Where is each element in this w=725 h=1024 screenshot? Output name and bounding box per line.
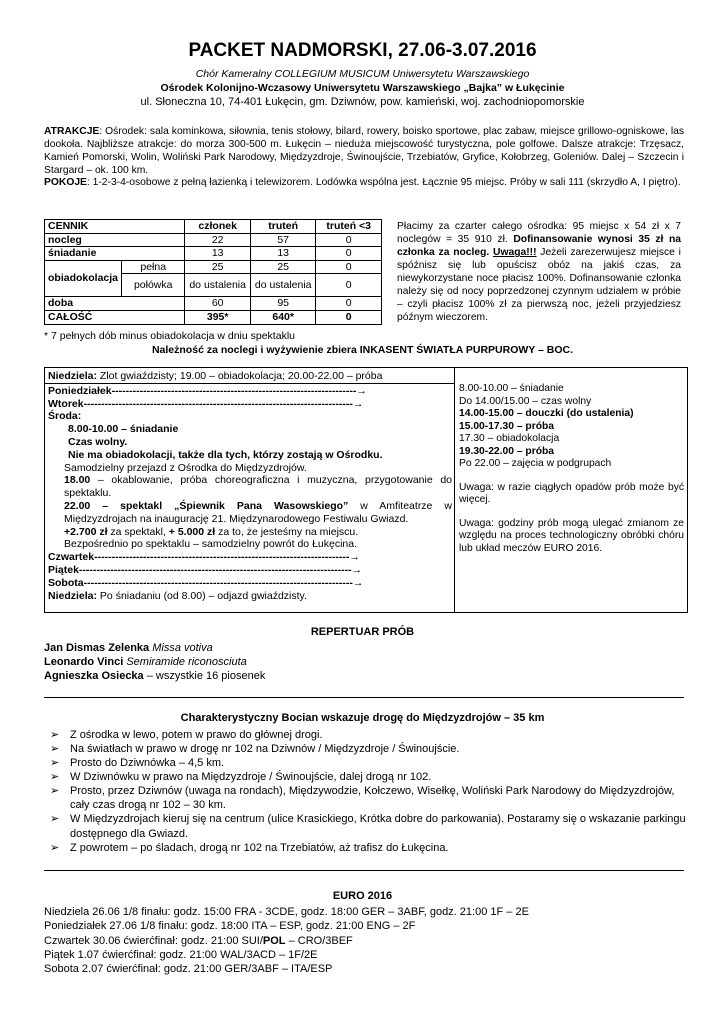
daily-schedule [459,383,684,556]
repertoire-list [44,642,265,684]
match-line: Niedziela 26.06 1/8 finału: godz. 15:00 FRA - 3CDE, godz. 18:00 GER – 3ABF, godz. 21:00 1F – 2E [44,906,529,918]
sunday-arrival [48,370,452,383]
wednesday-item [48,526,452,539]
rooms-label: POKOJE [44,177,87,189]
attractions-section [44,126,684,190]
item-text: za to, że jesteśmy na miejscu. [215,525,359,538]
table-cell: 13 [250,247,316,261]
table-cell: 0 [316,233,382,247]
table-cell: 0 [316,310,382,324]
table-header-cell: truteń <3 [316,220,382,234]
wednesday-item [48,474,452,500]
table-cell: nocleg [45,233,185,247]
list-item [50,756,690,770]
payment-text: Płacimy za czarter całego ośrodka: 95 miejsc x 54 zł x 7 noclegów = 35 910 zł. [397,221,681,246]
list-item [50,812,690,840]
route-step: W Dziwnówku w prawo na Międzyzdroje / Świnoujście, dalej drogą nr 102. [70,771,432,784]
schedule-divider [454,367,455,613]
table-cell: 60 [185,297,251,311]
schedule-days [48,370,452,602]
attractions-label: ATRAKCJE [44,126,100,137]
schedule-item: 17.30 – obiadokolacja [459,433,560,445]
arrow-icon: ➢ [50,729,60,741]
item-text: w Amfiteatrze w Międzyzdrojach na inaugurację 21. Międzynarodowego Festiwalu Gwiazd. [64,499,452,525]
subsidy-text: Dofinansowanie wynosi 35 zł na członka za nocleg. [397,234,681,259]
list-item [44,656,265,670]
time-label: 18.00 [64,474,91,487]
table-cell: 0 [316,247,382,261]
list-item [50,742,690,756]
price-table [44,219,382,325]
route-step: Prosto do Dziwnówka – 4,5 km. [70,757,225,770]
table-cell: 395* [185,310,251,324]
table-cell: pełna [122,261,185,274]
route-step: W Międzyzdrojach kieruj się na centrum (ulice Krasickiego, Krótka dobre do parkowania). Postaramy się o wskazanie parkingu dostępnego dla Gwiazd. [70,813,686,840]
arrow-icon: ➢ [50,813,60,826]
match-line: Sobota 2.07 ćwierćfinał: godz. 21:00 GER/3ABF – ITA/ESP [44,963,333,976]
schedule-item: Do 14.00/15.00 – czas wolny [459,395,592,407]
table-header-cell: członek [185,220,251,234]
payment-info [397,220,681,325]
fee-amount: + 5.000 zł [168,525,216,538]
list-item [44,670,265,684]
price-footnote: * 7 pełnych dób minus obiadokolacja w dniu spektaklu [44,330,295,342]
list-item [50,770,690,784]
choir-name: Chór Kameralny COLLEGIUM MUSICUM Uniwersytetu Warszawskiego [195,68,530,80]
schedule-item: 8.00-10.00 – śniadanie [459,383,564,394]
table-cell: do ustalenia [185,274,251,297]
work-title: – wszystkie 16 piosenek [143,669,266,682]
euro-title: EURO 2016 [332,890,393,902]
schedule-note: Uwaga: godziny prób mogą ulegać zmianom ze względu na proces technologiczny obróbki chóru lub układ meczów EURO 2016. [459,517,684,555]
work-title: Missa votiva [149,642,213,654]
route-list [50,728,690,855]
warning-text: Uwaga!!! [493,247,537,259]
list-item [50,841,690,855]
friday-row: Piątek------------------------------------------------------------------------------→ [48,563,363,576]
table-row [45,261,184,274]
obiad-subtable [45,261,184,297]
list-item [50,728,690,742]
divider [44,870,684,871]
table-row [45,297,382,311]
route-step: Na światłach w prawo w drogę nr 102 na Dziwnów / Międzyzdroje / Świnoujście. [70,743,460,756]
table-row [45,233,382,247]
wednesday-item: Nie ma obiadokolacji, także dla tych, którzy zostają w Ośrodku. [68,448,383,461]
performance-label: 22.00 – spektakl „Śpiewnik Pana Wasowskiego” [64,499,349,512]
arrow-icon: ➢ [50,743,60,756]
team-highlight: POL [262,934,286,947]
day-label: Niedziela: [48,589,98,602]
attractions-text: : Ośrodek: sala kominkowa, siłownia, tenis stołowy, bilard, rowery, boisko sportowe, plac zabaw, miejsce grillowo-ogniskowe, las dookoła. Najbliższe atrakcje: do morza 300-500 m. Łukęcin – nieduża miejscowość turystyczna, pole golfowe. Dalsze atrakcje: Trzęsacz, Kamień Pomorski, Wolin, Woliński Park Narodowy, Międzyzdroje, Świnoujście, Trzebiatów, Gryfice, Kołobrzeg, Goleniów. Dalej – Szczecin i Stargard – ok. 100 km. [44,126,684,176]
table-row [45,310,382,324]
table-row [45,260,382,274]
list-item [44,642,265,656]
table-cell: CAŁOŚĆ [45,310,185,324]
match-text: – CRO/3BEF [285,934,353,947]
table-cell: 0 [316,297,382,311]
item-text: – okablowanie, próba choreograficzna i muzyczna, przygotowanie do spektaklu. [64,474,452,500]
schedule-item: Po 22.00 – zajęcia w podgrupach [459,458,612,470]
schedule-item: 15.00-17.30 – próba [459,420,555,432]
arrow-icon: ➢ [50,841,60,854]
warning-label [493,247,536,258]
monday-row: Poniedziałek----------------------------------------------------------------------→ [48,384,367,397]
sunday-departure [48,590,452,603]
route-title: Charakterystyczny Bocian wskazuje drogę do Międzyzdrojów – 35 km [180,712,545,724]
arrow-icon: ➢ [50,757,60,770]
work-title: Semiramide riconosciuta [123,655,247,668]
table-cell: do ustalenia [250,274,316,297]
thursday-row: Czwartek-------------------------------------------------------------------------→ [48,551,360,564]
table-header-row [45,220,382,234]
wednesday-row: Środa: [48,410,82,423]
table-cell: doba [45,297,185,311]
arrow-icon: ➢ [50,771,60,784]
composer: Agnieszka Osiecka [44,669,144,682]
table-header-cell: CENNIK [45,220,185,234]
euro-schedule [44,905,529,976]
repertoire-title: REPERTUAR PRÓB [310,626,415,638]
match-text: Czwartek 30.06 ćwierćfinał: godz. 21:00 SUI/ [44,934,263,947]
table-header-cell: truteń [250,220,316,234]
collector-note: Należność za noclegi i wyżywienie zbiera INKASENT ŚWIATŁA PURPUROWY – BOC. [151,344,574,356]
table-cell: śniadanie [45,247,185,261]
table-cell: 0 [316,260,382,274]
table-cell: 640* [250,310,316,324]
attractions-paragraph [44,126,684,177]
page-title: PACKET NADMORSKI, 27.06-3.07.2016 [188,40,537,61]
schedule-note: Uwaga: w razie ciągłych opadów prób może być więcej. [459,481,684,506]
rooms-paragraph [44,177,684,190]
table-cell: 95 [250,297,316,311]
fee-amount: +2.700 zł [64,525,108,538]
route-step: Prosto, przez Dziwnów (uwaga na rondach), Międzywodzie, Kołczewo, Wisełkę, Woliński Park Narodowy do Międzyzdrojów, cały czas drogą nr 102 – 30 km. [70,785,675,812]
saturday-row: Sobota-----------------------------------------------------------------------------→ [48,576,364,589]
payment-rest: Jeżeli zarezerwujesz miejsce i spóźnisz się lub opuścisz obóz na jakiś czas, za niewykorzystane noce płacisz 100%. Dofinansowanie członka należy się od nocy poprzedzonej czynnym udziałem w próbie – czyli płacisz 100% zł za pierwszą noc, jeżeli przyjedziesz późnym wieczorem. [397,247,681,324]
venue-address: ul. Słoneczna 10, 74-401 Łukęcin, gm. Dziwnów, pow. kamieński, woj. zachodniopomorskie [140,96,585,108]
table-cell: 13 [185,247,251,261]
venue-name: Ośrodek Kolonijno-Wczasowy Uniwersytetu Warszawskiego „Bajka” w Łukęcinie [160,82,565,94]
table-cell: 57 [250,233,316,247]
tuesday-row: Wtorek-----------------------------------------------------------------------------→ [48,397,364,410]
route-step: Z ośrodka w lewo, potem w prawo do głównej drogi. [70,729,323,741]
schedule-item: 19.30-22.00 – próba [459,445,555,457]
item-text: za spektakl, [107,525,169,538]
match-line [44,934,529,948]
route-step: Z powrotem – po śladach, drogą nr 102 na Trzebiatów, aż trafisz do Łukęcina. [70,841,449,854]
composer: Jan Dismas Zelenka [44,642,150,654]
match-line: Poniedziałek 27.06 1/8 finału: godz. 18:00 ITA – ESP, godz. 21:00 ENG – 2F [44,920,416,933]
day-text: Po śniadaniu (od 8.00) – odjazd gwiaździsty. [97,589,307,602]
day-label: Niedziela: [48,370,98,382]
wednesday-item [48,500,452,526]
table-cell: 25 [250,260,316,274]
day-text: Zlot gwiaździsty; 19.00 – obiadokolacja; 20.00-22.00 – próba [97,370,383,382]
wednesday-item: Samodzielny przejazd z Ośrodka do Międzyzdrojów. [64,461,307,474]
arrow-icon: ➢ [50,785,60,798]
table-cell: obiadokolacja [45,261,122,297]
table-cell: 22 [185,233,251,247]
wednesday-item: Bezpośrednio po spektaklu – samodzielny powrót do Łukęcina. [64,538,358,551]
wednesday-item: 8.00-10.00 – śniadanie [68,423,179,436]
wednesday-item: Czas wolny. [68,435,128,448]
rooms-text: : 1-2-3-4-osobowe z pełną łazienką i telewizorem. Lodówka wspólna jest. Łącznie 95 miejsc. Próby w sali 111 (skrzydło A, I piętro). [86,177,681,189]
match-line: Piątek 1.07 ćwierćfinał: godz. 21:00 WAL/3ACD – 1F/2E [44,948,318,961]
list-item [50,784,690,812]
table-cell: połówka [133,279,173,292]
table-cell: 25 [185,260,251,274]
composer: Leonardo Vinci [44,655,124,668]
table-cell-obiad [45,260,185,297]
table-row [45,247,382,261]
table-cell: 0 [316,274,382,297]
divider [44,697,684,698]
schedule-item: 14.00-15.00 – douczki (do ustalenia) [459,408,634,420]
